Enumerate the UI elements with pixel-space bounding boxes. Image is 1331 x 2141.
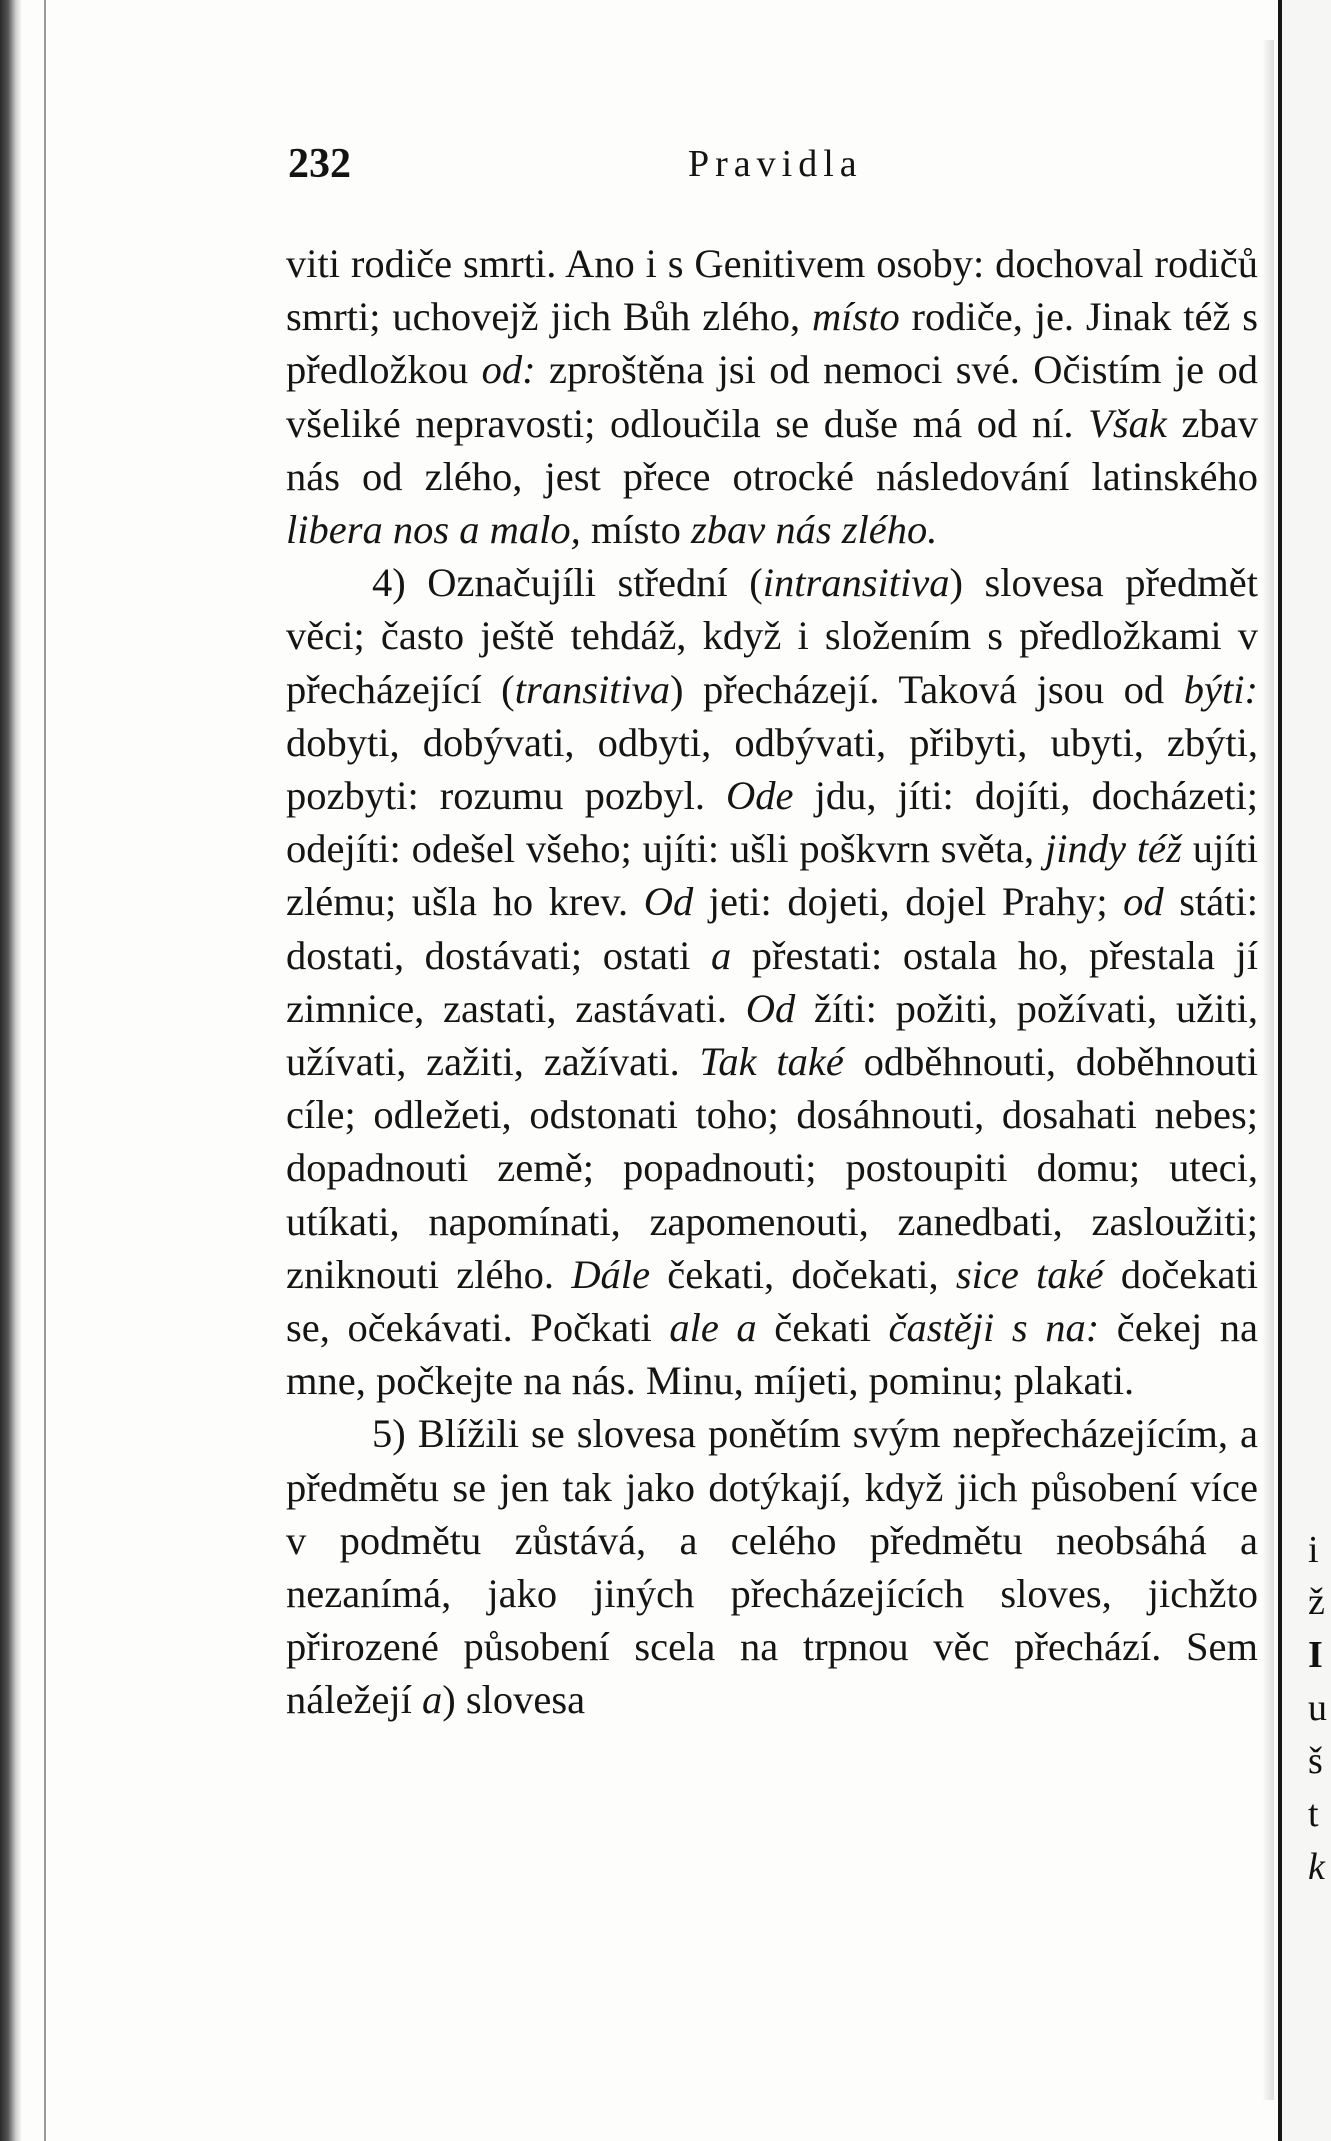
italic-text: jindy též xyxy=(1044,826,1182,872)
text-run: zbav nás od zlého, jest přece otrocké následování latinského xyxy=(286,400,1258,499)
italic-text: libera nos a malo, xyxy=(286,507,581,553)
text-run: viti rodiče smrti. Ano i s Genitivem osoby: dochoval rodičů smrti; uchovejž jich Bůh zlého, xyxy=(286,241,1258,340)
running-head: Pravidla xyxy=(688,143,863,185)
text-run: žíti: požiti, požívati, užiti, užívati, zažiti, zažívati. xyxy=(286,985,1258,1085)
text-run: čekati, dočekati, xyxy=(650,1251,956,1297)
italic-text: od xyxy=(1123,879,1164,925)
next-page-glyph: š xyxy=(1308,1740,1323,1782)
next-page-glyph: ž xyxy=(1308,1581,1325,1623)
italic-text: transitiva xyxy=(514,666,670,712)
page-header xyxy=(288,140,1268,200)
paragraph xyxy=(286,556,1258,1407)
next-page-glyph: t xyxy=(1308,1793,1319,1835)
text-run: odběhnouti, doběhnouti cíle; odležeti, odstonati toho; dosáhnouti, dosahati nebes; dopadnouti země; popadnouti; postoupiti domu; uteci, utíkati, napomínati, zapomenouti, zanedbati, zasloužiti; zniknouti zlého. xyxy=(286,1039,1258,1297)
text-run: 4) Označujíli střední ( xyxy=(372,560,763,606)
italic-text: častěji s na: xyxy=(888,1305,1100,1351)
text-run: jdu, jíti: dojíti, docházeti; odejíti: odešel všeho; ujíti: ušli poškvrn světa, xyxy=(286,773,1258,872)
page-binding-shadow xyxy=(0,0,22,2141)
italic-text: Tak také xyxy=(699,1039,844,1085)
paragraph xyxy=(286,1407,1258,1726)
italic-text: Od xyxy=(745,985,796,1031)
text-run: ) slovesa xyxy=(442,1677,586,1723)
italic-text: zbav nás zlého. xyxy=(691,507,938,553)
text-run: zproštěna jsi od nemoci své. Očistím je od všeliké nepravosti; odloučila se duše má od ní. xyxy=(286,347,1258,446)
text-run: ) přecházejí. Taková jsou od xyxy=(669,666,1184,712)
italic-text: Však xyxy=(1088,400,1167,446)
text-run: 5) Blížili se slovesa ponětím svým nepřecházejícím, a předmětu se jen tak jako dotýkají, když jich působení více v podmětu zůstává, a celého předmětu neobsáhá a nezanímá, jako jiných přecházejících sloves, jichžto přirozené působení scela na trpnou věc přechází. Sem náležejí xyxy=(286,1411,1258,1723)
next-page-glyph: u xyxy=(1308,1687,1327,1729)
italic-text: Od xyxy=(643,879,694,925)
italic-text: Ode xyxy=(726,773,794,819)
text-run: místo xyxy=(580,507,692,553)
text-run: čekati xyxy=(756,1305,889,1351)
text-run: ujíti zlému; ušla ho krev. xyxy=(286,826,1258,925)
page-edge-shadow xyxy=(1262,40,1274,2100)
italic-text: od: xyxy=(481,347,536,393)
text-run: státi: dostati, dostávati; ostati xyxy=(286,879,1258,978)
italic-text: a xyxy=(422,1677,443,1723)
italic-text: intransitiva xyxy=(762,560,950,606)
text-run: dobyti, dobývati, odbyti, odbývati, přibyti, ubyti, zbýti, pozbyti: rozumu pozbyl. xyxy=(286,719,1258,819)
italic-text: Dále xyxy=(571,1251,651,1297)
next-page-glyph: I xyxy=(1308,1634,1323,1676)
next-page-glyph: k xyxy=(1308,1846,1325,1888)
italic-text: ale a xyxy=(669,1305,757,1351)
body-text xyxy=(286,237,1258,1727)
spine-line xyxy=(44,0,46,2141)
text-run: přestati: ostala ho, přestala jí zimnice, zastati, zastávati. xyxy=(286,932,1258,1031)
italic-text: sice také xyxy=(955,1251,1104,1297)
page-number: 232 xyxy=(288,141,351,187)
italic-text: býti: xyxy=(1183,666,1258,712)
text-run: ) slovesa předmět věci; často ještě tehdáž, když i složením s předložkami v přecházející ( xyxy=(286,560,1258,712)
text-run: rodiče, je. Jinak též s předložkou xyxy=(286,294,1258,393)
text-run: jeti: dojeti, dojel Prahy; xyxy=(693,879,1124,925)
next-page-glyph: i xyxy=(1308,1529,1319,1571)
text-run: dočekati se, očekávati. Počkati xyxy=(286,1251,1259,1351)
italic-text: a xyxy=(711,932,732,978)
text-run: čekej na mne, počkejte na nás. Minu, míjeti, pominu; plakati. xyxy=(286,1305,1259,1404)
next-page-edge xyxy=(1278,0,1331,2141)
italic-text: místo xyxy=(811,294,900,340)
paragraph xyxy=(286,237,1258,556)
